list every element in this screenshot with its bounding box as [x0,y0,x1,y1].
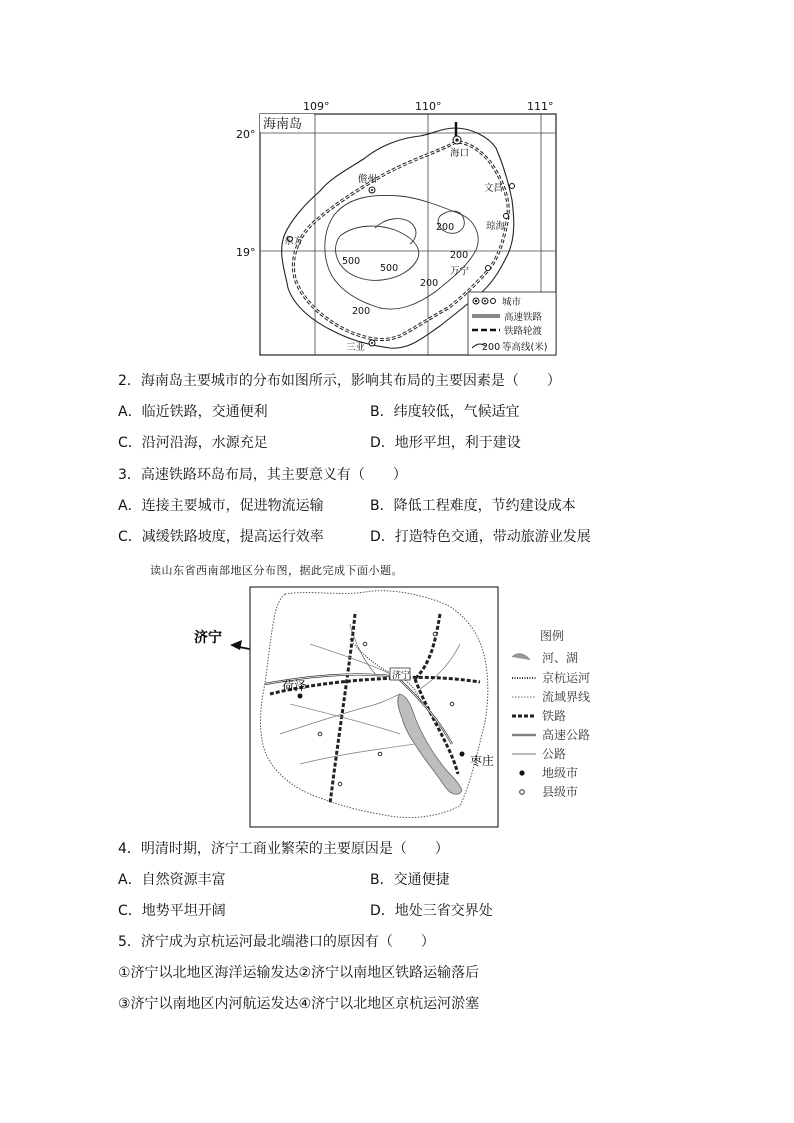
q2-option-d[interactable]: D．地形平坦，利于建设 [370,435,521,451]
section-intro: 读山东省西南部地区分布图，据此完成下面小题。 [150,564,403,577]
contour-label: 200 [450,250,469,261]
svg-text:城市: 城市 [502,297,522,308]
lon-label: 110° [415,100,442,113]
svg-text:图例: 图例 [540,629,565,643]
svg-text:万宁: 万宁 [450,266,470,277]
svg-text:铁路: 铁路 [542,709,567,723]
map1-legend [468,292,556,355]
q3-option-b[interactable]: B．降低工程难度，节约建设成本 [370,498,576,514]
contour-label: 200 [436,222,455,233]
city-dongfang [284,235,304,247]
question-4: 4．明清时期，济宁工商业繁荣的主要原因是（ ） [118,841,449,857]
q4-option-c[interactable]: C．地势平坦开阔 [118,903,226,919]
q2-option-b[interactable]: B．纬度较低，气候适宜 [370,404,520,420]
contour-label: 500 [380,263,399,274]
q5-statements-2: ③济宁以南地区内河航运发达④济宁以北地区京杭运河淤塞 [118,996,480,1012]
svg-text:京杭运河: 京杭运河 [542,671,591,685]
svg-text:200: 200 [482,342,501,353]
svg-text:三亚: 三亚 [346,342,366,353]
svg-text:海口: 海口 [450,148,470,159]
lon-label: 109° [303,100,330,113]
lon-label: 111° [527,100,554,113]
q2-option-c[interactable]: C．沿河沿海，水源充足 [118,435,268,451]
city-zaozhuang: 枣庄 [470,754,495,768]
shandong-map [190,584,610,830]
city-heze: 荷泽 [282,679,307,693]
q3-option-a[interactable]: A．连接主要城市，促进物流运输 [118,498,324,514]
svg-text:儋州: 儋州 [358,174,378,185]
contour-label: 200 [420,278,439,289]
question-3: 3．高速铁路环岛布局，其主要意义有（ ） [118,467,407,483]
svg-text:等高线(米): 等高线(米) [502,342,548,353]
map2-legend [512,628,590,799]
q2-option-a[interactable]: A．临近铁路，交通便利 [118,404,268,420]
svg-text:流域界线: 流域界线 [542,690,591,704]
svg-text:公路: 公路 [542,747,567,761]
jining-pointer-label: 济宁 [194,630,222,646]
city-jining: 济宁 [392,671,411,681]
svg-text:县级市: 县级市 [542,785,579,799]
map-title: 海南岛 [263,117,303,132]
contour-label: 500 [342,256,361,267]
svg-text:铁路轮渡: 铁路轮渡 [504,326,543,337]
svg-text:高速铁路: 高速铁路 [504,312,543,323]
hainan-map [236,96,570,361]
q4-option-a[interactable]: A．自然资源丰富 [118,872,226,888]
svg-text:地级市: 地级市 [542,766,579,780]
q4-option-b[interactable]: B．交通便捷 [370,872,450,888]
q3-option-d[interactable]: D．打造特色交通，带动旅游业发展 [370,529,591,545]
svg-text:琼海: 琼海 [486,221,506,232]
lat-label: 20° [236,128,256,141]
contour-label: 200 [352,306,371,317]
question-5: 5．济宁成为京杭运河最北端港口的原因有（ ） [118,934,435,950]
svg-text:东方: 东方 [284,236,304,247]
q5-statements-1: ①济宁以北地区海洋运输发达②济宁以南地区铁路运输落后 [118,965,480,981]
lat-label: 19° [236,246,256,259]
q4-option-d[interactable]: D．地处三省交界处 [370,903,493,919]
svg-text:河、湖: 河、湖 [542,651,579,665]
question-2: 2．海南岛主要城市的分布如图所示，影响其布局的主要因素是（ ） [118,373,561,389]
svg-text:文昌: 文昌 [484,183,504,194]
q3-option-c[interactable]: C．减缓铁路坡度，提高运行效率 [118,529,324,545]
svg-text:高速公路: 高速公路 [542,728,591,742]
